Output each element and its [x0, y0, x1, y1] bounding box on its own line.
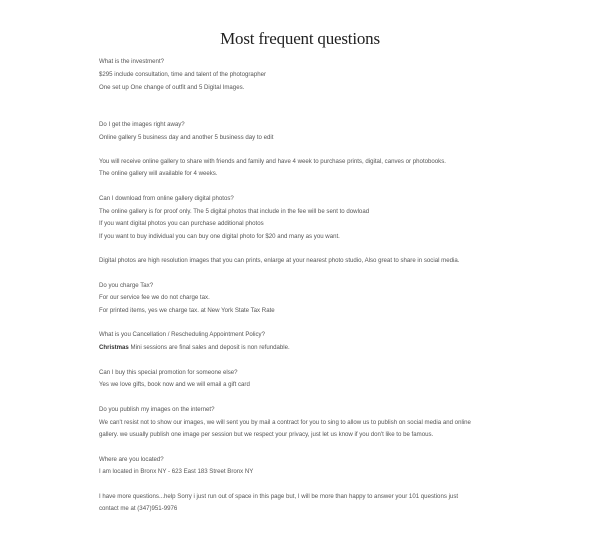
faq-question-gift: Can I buy this special promotion for someone else? [99, 369, 238, 376]
faq-answer-line: One set up One change of outfit and 5 Digital Images. [99, 84, 245, 91]
faq-answer-line: Online gallery 5 business day and another 5 business day to edit [99, 134, 274, 141]
faq-answer-text: Mini sessions are final sales and deposit is non refundable. [128, 344, 290, 351]
faq-answer-line: Yes we love gifts, book now and we will email a gift card [99, 381, 250, 388]
faq-answer-line: If you want digital photos you can purchase additional photos [99, 220, 264, 227]
christmas-label: Christmas [99, 344, 129, 351]
faq-answer-line [99, 344, 290, 352]
faq-answer-line: The online gallery is for proof only. The 5 digital photos that include in the fee will be sent to dowload [99, 208, 370, 215]
faq-answer-line: We can't resist not to show our images, we will sent you by mail a contract for you to sing to allow us to publish on social media and online [99, 419, 471, 426]
faq-answer-line: gallery. we usually publish one image per session but we respect your privacy, just let us know if you don't like to be famous. [99, 431, 434, 438]
faq-answer-line: $295 include consultation, time and talent of the photographer [99, 71, 267, 78]
page-title: Most frequent questions [220, 29, 380, 48]
faq-info-line: Digital photos are high resolution images that you can prints, enlarge at your nearest photo studio, Also great to share in social media. [99, 257, 460, 264]
faq-question-download: Can I download from online gallery digital photos? [99, 195, 234, 202]
faq-question-images: Do I get the images right away? [99, 121, 185, 128]
faq-question-cancellation: What is you Cancellation / Rescheduling Appointment Policy? [99, 331, 265, 338]
faq-contact-line: I have more questions...help Sorry i just run out of space in this page but, I will be more than happy to answer your 101 questions just [99, 493, 459, 500]
faq-info-line: The online gallery will available for 4 weeks. [99, 170, 218, 177]
faq-answer-line: If you want to buy individual you can buy one digital photo for $20 and many as you want. [99, 233, 340, 240]
faq-question-location: Where are you located? [99, 456, 164, 463]
faq-answer-line: For our service fee we do not charge tax. [99, 294, 210, 301]
faq-question-tax: Do you charge Tax? [99, 282, 154, 289]
faq-question-publish: Do you publish my images on the internet? [99, 406, 215, 413]
faq-answer-line: For printed items, yes we charge tax. at New York State Tax Rate [99, 307, 275, 314]
faq-answer-line: I am located in Bronx NY - 623 East 183 Street Bronx NY [99, 468, 254, 475]
faq-question-investment: What is the investment? [99, 58, 165, 65]
faq-info-line: You will receive online gallery to share with friends and family and have 4 week to purchase prints, digital, canves or photobooks. [99, 158, 446, 165]
faq-contact-phone: contact me at (347)951-9976 [99, 505, 178, 512]
